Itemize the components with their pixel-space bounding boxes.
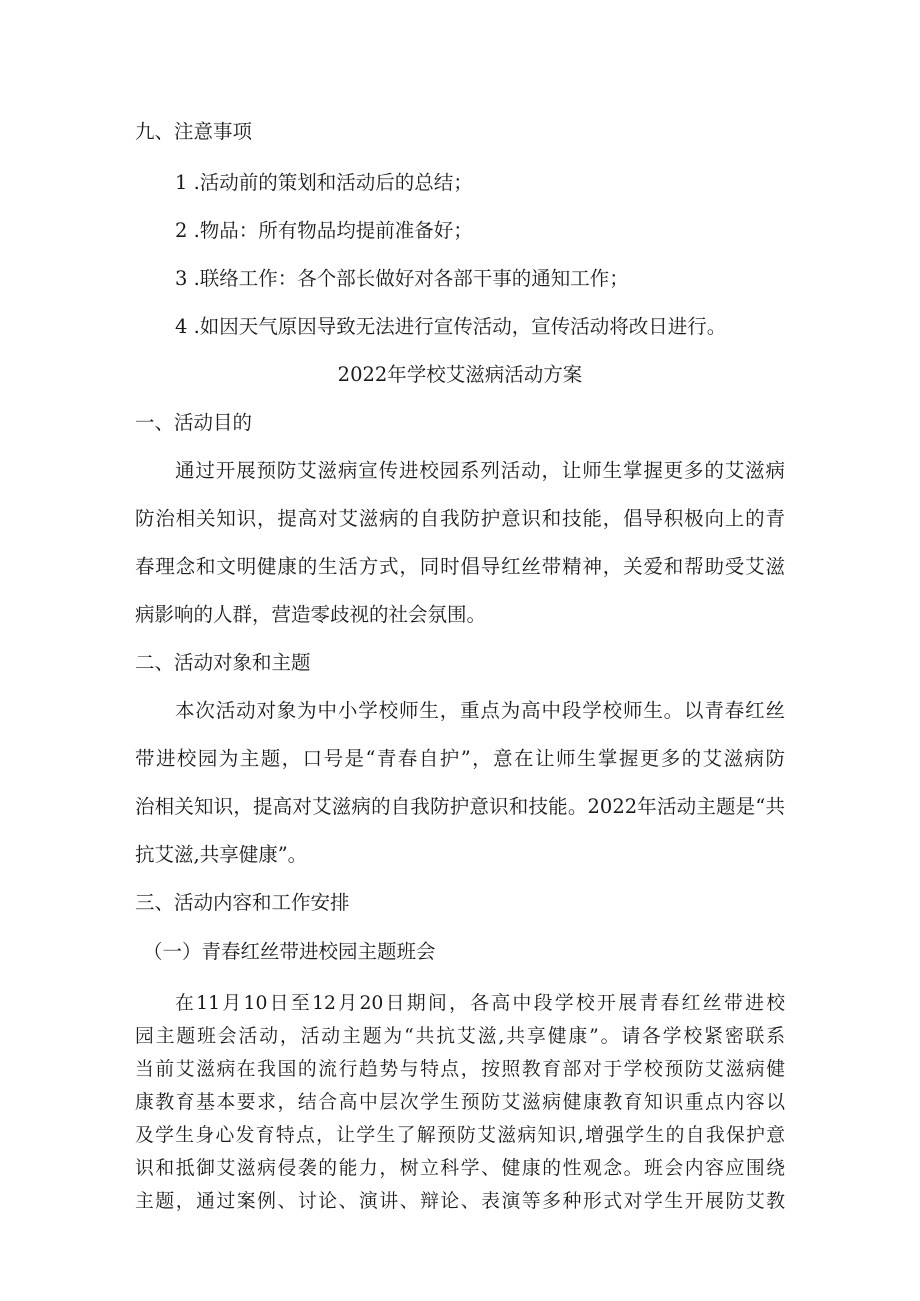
section-2-line-3: 治相关知识，提高对艾滋病的自我防护意识和技能。2022年活动主题是“共 [135, 795, 785, 818]
section-1-line-4: 病影响的人群，营造零歧视的社会氛围。 [135, 603, 487, 626]
section-3-line-2: 园主题班会活动，活动主题为“共抗艾滋,共享健康”。请各学校紧密联系 [135, 1026, 785, 1047]
section-3-line-5: 及学生身心发育特点，让学生了解预防艾滋病知识,增强学生的自我保护意 [135, 1125, 785, 1146]
section-3-subheading: （一）青春红丝带进校园主题班会 [143, 940, 436, 963]
section-3-line-3: 当前艾滋病在我国的流行趋势与特点，按照教育部对于学校预防艾滋病健 [135, 1059, 785, 1080]
section-2-line-1: 本次活动对象为中小学校师生，重点为高中段学校师生。以青春红丝 [175, 699, 785, 722]
section-1-line-2: 防治相关知识，提高对艾滋病的自我防护意识和技能，倡导积极向上的青 [135, 507, 785, 530]
section-1-line-1: 通过开展预防艾滋病宣传进校园系列活动，让师生掌握更多的艾滋病 [175, 459, 785, 482]
section-3-heading: 三、活动内容和工作安排 [135, 891, 350, 914]
section-9-heading: 九、注意事项 [135, 120, 253, 143]
section-1-line-3: 春理念和文明健康的生活方式，同时倡导红丝带精神，关爱和帮助受艾滋 [135, 555, 785, 578]
section-9-item-2: 2 .物品：所有物品均提前准备好； [175, 219, 473, 242]
section-3-line-4: 康教育基本要求，结合高中层次学生预防艾滋病健康教育知识重点内容以 [135, 1092, 785, 1113]
section-9-item-3: 3 .联络工作：各个部长做好对各部干事的通知工作； [175, 267, 629, 290]
section-9-item-4: 4 .如因天气原因导致无法进行宣传活动，宣传活动将改日进行。 [175, 315, 727, 338]
section-2-heading: 二、活动对象和主题 [135, 651, 311, 674]
section-3-line-1: 在11月10日至12月20日期间，各高中段学校开展青春红丝带进校 [175, 993, 785, 1014]
section-1-heading: 一、活动目的 [135, 411, 253, 434]
section-9-item-1: 1 .活动前的策划和活动后的总结； [175, 171, 473, 194]
section-2-line-4: 抗艾滋,共享健康”。 [135, 843, 308, 866]
section-3-line-7: 主题，通过案例、讨论、演讲、辩论、表演等多种形式对学生开展防艾教 [135, 1191, 785, 1212]
document-title: 2022年学校艾滋病活动方案 [337, 363, 583, 386]
section-2-line-2: 带进校园为主题，口号是“青春自护”，意在让师生掌握更多的艾滋病防 [135, 747, 785, 770]
section-3-line-6: 识和抵御艾滋病侵袭的能力，树立科学、健康的性观念。班会内容应围绕 [135, 1158, 785, 1179]
